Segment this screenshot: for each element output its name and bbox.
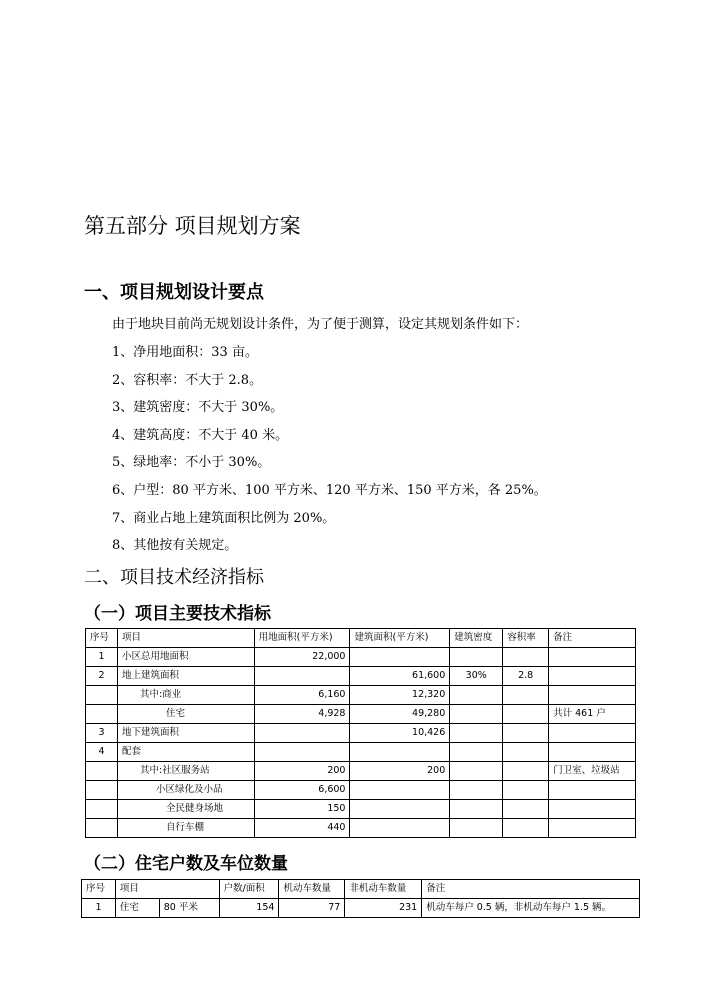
table-cell [450, 781, 503, 800]
table-cell [450, 743, 503, 762]
table-row [86, 743, 636, 762]
table-cell [450, 800, 503, 819]
header-cell: 户数/面积 [219, 880, 279, 899]
condition-item: 1、净用地面积：33 亩。 [112, 345, 258, 360]
table-cell [254, 724, 350, 743]
table-cell: 200 [350, 762, 450, 781]
table-cell [86, 781, 118, 800]
table-cell: 154 [219, 899, 279, 918]
table-cell [86, 762, 118, 781]
table-cell: 49,280 [350, 705, 450, 724]
table-cell: 地上建筑面积 [117, 667, 254, 686]
header-cell: 容积率 [503, 629, 549, 648]
table-cell: 231 [345, 899, 422, 918]
condition-item: 3、建筑密度：不大于 30%。 [112, 400, 284, 415]
table-header-row [86, 629, 636, 648]
table-cell [86, 705, 118, 724]
table1-title: （一）项目主要技术指标 [84, 604, 271, 624]
header-cell: 用地面积(平方米) [254, 629, 350, 648]
table-cell: 小区绿化及小品 [117, 781, 254, 800]
table-cell [503, 648, 549, 667]
table-cell [549, 743, 636, 762]
table-cell: 全民健身场地 [117, 800, 254, 819]
table-cell [350, 648, 450, 667]
table-cell [549, 819, 636, 838]
header-cell: 序号 [82, 880, 116, 899]
condition-item: 5、绿地率：不小于 30%。 [112, 455, 271, 470]
table-cell: 6,600 [254, 781, 350, 800]
table-cell: 6,160 [254, 686, 350, 705]
table-row [86, 686, 636, 705]
table-cell: 2.8 [503, 667, 549, 686]
table-cell [450, 762, 503, 781]
table-cell: 77 [279, 899, 345, 918]
table-cell: 4 [86, 743, 118, 762]
table-cell: 2 [86, 667, 118, 686]
table-cell: 4,928 [254, 705, 350, 724]
condition-item: 2、容积率：不大于 2.8。 [112, 373, 263, 388]
table-cell: 200 [254, 762, 350, 781]
table-cell [450, 724, 503, 743]
table-cell: 150 [254, 800, 350, 819]
section1-intro: 由于地块目前尚无规划设计条件，为了便于测算，设定其规划条件如下： [112, 317, 529, 332]
table-row [86, 819, 636, 838]
table-cell: 1 [82, 899, 116, 918]
table-cell [503, 819, 549, 838]
units-parking-table [81, 879, 640, 918]
table-cell: 住宅 [117, 705, 254, 724]
table-cell: 小区总用地面积 [117, 648, 254, 667]
table-cell [254, 667, 350, 686]
table-cell [549, 781, 636, 800]
header-cell: 项目 [117, 629, 254, 648]
header-cell: 备注 [549, 629, 636, 648]
table-cell [549, 686, 636, 705]
table-cell [503, 686, 549, 705]
table-row [86, 648, 636, 667]
table-row [82, 899, 640, 918]
header-cell: 备注 [422, 880, 640, 899]
table-cell: 12,320 [350, 686, 450, 705]
section2-heading: 二、项目技术经济指标 [84, 567, 264, 588]
page-title: 第五部分 项目规划方案 [84, 214, 301, 238]
table-cell: 其中:商业 [117, 686, 254, 705]
table-cell: 其中:社区服务站 [117, 762, 254, 781]
table-cell [503, 724, 549, 743]
table-cell [503, 705, 549, 724]
table-cell: 住宅 [115, 899, 159, 918]
table-cell [503, 743, 549, 762]
header-cell: 机动车数量 [279, 880, 345, 899]
table-cell [86, 819, 118, 838]
table-cell [549, 648, 636, 667]
section1-heading: 一、项目规划设计要点 [84, 282, 264, 303]
table-row [86, 724, 636, 743]
table-cell: 1 [86, 648, 118, 667]
table-cell: 机动车每户 0.5 辆，非机动车每户 1.5 辆。 [422, 899, 640, 918]
table-cell: 22,000 [254, 648, 350, 667]
table-cell [450, 705, 503, 724]
table-cell: 30% [450, 667, 503, 686]
table-row [86, 667, 636, 686]
table-cell [450, 648, 503, 667]
table-row [86, 762, 636, 781]
condition-item: 7、商业占地上建筑面积比例为 20%。 [112, 511, 336, 526]
table-cell [549, 667, 636, 686]
table-cell [86, 686, 118, 705]
condition-item: 8、其他按有关规定。 [112, 538, 238, 553]
table-cell: 61,600 [350, 667, 450, 686]
table-cell: 共计 461 户 [549, 705, 636, 724]
table-cell [503, 781, 549, 800]
header-cell: 非机动车数量 [345, 880, 422, 899]
table-cell [350, 819, 450, 838]
table-cell: 配套 [117, 743, 254, 762]
header-cell: 建筑面积(平方米) [350, 629, 450, 648]
header-cell: 序号 [86, 629, 118, 648]
table-cell: 440 [254, 819, 350, 838]
table-cell [350, 800, 450, 819]
table-cell [350, 743, 450, 762]
condition-item: 4、建筑高度：不大于 40 米。 [112, 428, 289, 443]
table-cell: 门卫室、垃圾站 [549, 762, 636, 781]
table-cell [450, 819, 503, 838]
technical-indicators-table [85, 628, 636, 838]
table-header-row [82, 880, 640, 899]
table-cell: 10,426 [350, 724, 450, 743]
table-cell [350, 781, 450, 800]
table-cell: 3 [86, 724, 118, 743]
condition-item: 6、户型：80 平方米、100 平方米、120 平方米、150 平方米，各 25%。 [112, 483, 547, 498]
table-row [86, 781, 636, 800]
header-cell: 建筑密度 [450, 629, 503, 648]
table-cell [254, 743, 350, 762]
table-cell [549, 724, 636, 743]
table-cell: 地下建筑面积 [117, 724, 254, 743]
table-cell: 自行车棚 [117, 819, 254, 838]
header-cell: 项目 [115, 880, 219, 899]
table-cell [549, 800, 636, 819]
table-cell [503, 762, 549, 781]
table-row [86, 705, 636, 724]
table2-title: （二）住宅户数及车位数量 [84, 854, 288, 874]
table-cell: 80 平米 [159, 899, 219, 918]
table-cell [503, 800, 549, 819]
table-cell [450, 686, 503, 705]
table-row [86, 800, 636, 819]
table-cell [86, 800, 118, 819]
